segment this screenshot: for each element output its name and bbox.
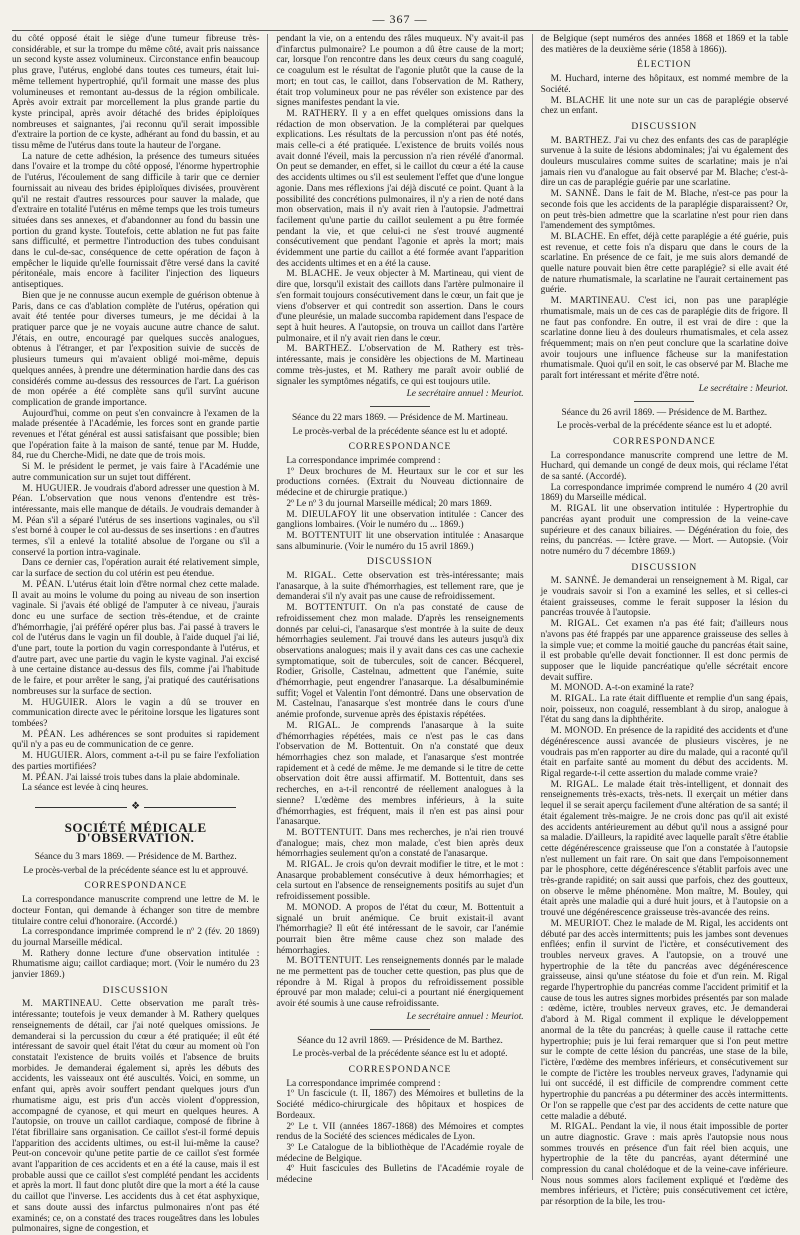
speaker-name: M. RIGAL. bbox=[286, 860, 333, 871]
speaker-name: M. MEURIOT. bbox=[550, 918, 611, 929]
speaker-name: M. MONOD. bbox=[286, 902, 342, 913]
speech-text: Je crois qu'on devrait modifier le titre, et le mot : Anasarque probablement consécutive à deux hémorrhagies; et cela surtout en l'absence de renseignements positifs au sujet d'un refroidissement possible. bbox=[276, 860, 524, 903]
speaker-name: M. MARTINEAU. bbox=[22, 999, 103, 1010]
speaker-name: M. RIGAL. bbox=[286, 720, 341, 731]
speaker-name: M. RIGAL. bbox=[550, 1122, 598, 1133]
paragraph: 1º Deux brochures de M. Heurtaux sur le cor et sur les productions cornées. (Extrait du Nouveau dictionnaire de médecine et de chirurgie pratique.) bbox=[276, 466, 524, 499]
secretary-signature: Le secrétaire : Meuriot. bbox=[698, 383, 788, 394]
paragraph: La correspondance imprimée comprend le nº 2 (fév. 20 1869) du journal Marseille médical. bbox=[12, 927, 260, 948]
paragraph bbox=[12, 999, 259, 1234]
section-subhead: DISCUSSION bbox=[631, 562, 698, 573]
speaker-name: M. PÉAN. bbox=[22, 729, 66, 740]
paragraph: M. Huchard, interne des hôpitaux, est nommé membre de la Société. bbox=[540, 74, 788, 95]
paragraph: de Belgique (sept numéros des années 1868 et 1869 et la table des matières de la deuxième série (1858 à 1866)). bbox=[540, 34, 788, 55]
speech-text: Dans le fait de M. Blache, n'est-ce pas pour la seconde fois que les accidents de la paraplégie disparaissent? Or, on peut très-bien admettre que la scarlatine n'est pour rien dans l'amendement des symptômes. bbox=[540, 189, 788, 232]
paragraph bbox=[276, 109, 523, 270]
speech-text: La rate était diffluente et remplie d'un sang épais, noir, poisseux, non coagulé, ressemblant à du sirop, analogue à l'état du sang dans la diphthérite. bbox=[540, 694, 788, 726]
speech-text: Dans mes recherches, je n'ai rien trouvé d'analogue; mais, chez mon malade, c'est bien après deux hémorrhagies seulement qu'on a constaté de l'anasarque. bbox=[276, 827, 524, 860]
meeting-heading: Séance du 26 avril 1869. — Présidence de M. Barthez. bbox=[561, 407, 768, 418]
paragraph bbox=[12, 484, 259, 559]
speech-text: lit une note sur un cas de paraplégie observé chez un enfant. bbox=[540, 95, 788, 117]
speech-text: lit une observation intitulée : Hypertrophie du pancréas ayant produit une compression de la veine-cave supérieure et des canaux biliaires. — Dégénération du foie, des reins, du pancréas. — Ictère grave. — Mort. — Autopsie. (Voir notre numéro du 7 décembre 1869.) bbox=[540, 504, 788, 557]
paragraph: La correspondance manuscrite comprend une lettre de M. le docteur Fontan, qui demande à échanger son titre de membre titulaire contre celui d'honoraire. (Accordé.) bbox=[12, 895, 260, 927]
paragraph: La correspondance imprimée comprend : bbox=[286, 1078, 441, 1089]
speech-text: Je comprends l'anasarque à la suite d'hémorrhagies répétées, mais ce n'est pas le cas dans l'observation de M. Bottentuit. On n'a constaté que deux hémorrhagies chez son malade, et l'anasarque s'est montrée rapidement et à cedé de même. Je me demande si le titre de cette observation doit être aussi affirmatif. M. Bottentuit, dans ses recherches, en a-t-il rencontré de réellement analogues à la sienne? L'œdème des membres inférieurs, à la suite d'hémorrhagies, est fréquent, mais il n'en est pas ainsi pour l'anasarque. bbox=[276, 720, 524, 828]
speech-text: A-t-on examiné la rate? bbox=[603, 683, 694, 694]
paragraph bbox=[541, 296, 788, 382]
paragraph bbox=[541, 136, 788, 190]
speaker-name: M. RIGAL. bbox=[550, 779, 599, 790]
speech-text: On n'a pas constaté de cause de refroidissement chez mon malade. D'après les renseignements donnés par celui-ci, l'anasarque s'est montrée à la suite de deux hémorrhagies seulement. J'ai trouvé dans les auteurs jusqu'à dix observations analogues; mais il y avait dans ces cas une cachexie symptomatique, soit de tubercules, soit de cancer. Bécquerel, Rodier, Grisolle, Castelnau, admettent que l'anémie, suite d'hémorrhagie, peut engendrer l'anasarque. La désalbuminémie suffit; Vogel et Valentin l'ont démontré. Dans une observation de M. Castelnau, l'anasarque s'est montrée dans le cours d'une anémie profonde, survenue après des épistaxis répétées. bbox=[276, 603, 524, 721]
speaker-name: M. BARTHEZ. bbox=[550, 135, 612, 146]
speech-text: Je voudrais d'abord adresser une question à M. Péan. L'observation que nous venons d'entendre est très-intéressante, mais elle manque de détails. Je voudrais demander à M. Péan s'il a séparé l'utérus de ses insertions vaginales, ou s'il s'est borné à couper le col au-dessus de ses insertions : en d'autres termes, s'il a enlevé la totalité absolue de l'organe ou s'il a conservé la portion intra-vaginale. bbox=[12, 483, 260, 558]
paragraph bbox=[541, 780, 788, 919]
ornament-line bbox=[35, 807, 127, 808]
speech-text: Alors le vagin a dû se trouver en communication directe avec le péritoine lorsque les ligatures sont tombées? bbox=[12, 697, 260, 729]
society-title: SOCIÉTÉ MÉDICALE D'OBSERVATION. bbox=[64, 819, 207, 846]
speaker-name: M. RIGAL. bbox=[550, 619, 600, 630]
paragraph: 4º Huit fascicules des Bulletins de l'Académie royale de médecine bbox=[276, 1164, 524, 1186]
ornament-glyph: ❖ bbox=[131, 800, 141, 812]
secretary-signature: Le secrétaire annuel : Meuriot. bbox=[406, 389, 524, 400]
three-column-layout bbox=[12, 34, 788, 1235]
speaker-name: M. MARTINEAU. bbox=[550, 296, 631, 307]
speaker-name: M. SANNÉ. bbox=[550, 576, 600, 587]
column-divider bbox=[532, 34, 533, 1180]
speaker-name: M. BLACHE bbox=[550, 95, 605, 106]
speaker-name: M. SANNÉ. bbox=[550, 189, 601, 200]
speaker-name: M. RIGAL bbox=[550, 504, 597, 515]
paragraph bbox=[276, 571, 523, 603]
speech-text: En effet, déjà cette paraplégie a été guérie, puis est revenue, et cette fois n'a disparu que dans le cours de la scarlatine. En présence de ce fait, je me suis alors demandé de quelle nature pouvait bien être cette paraplégie? si elle avait été de nature rhumatismale, la scarlatine ne l'aurait certainement pas guérie. bbox=[540, 231, 788, 296]
section-ornament bbox=[12, 802, 259, 813]
speech-text: Pendant la vie, il nous était impossible de porter un autre diagnostic. Grave : mais après l'autopsie nous nous sommes trouvés en présence d'un fait réel bien acquis, une hypertrophie de la tête du pancréas, ayant déterminé une compression du canal cholédoque et de la veine-cave inférieure. Nous nous sommes alors facilement expliqué et l'œdème des membres inférieurs, et l'ictère; puis consécutivement cet ictère, par résorption de la bile, les trou- bbox=[540, 1122, 788, 1208]
section-subhead: DISCUSSION bbox=[102, 985, 169, 996]
section-rule bbox=[634, 401, 694, 402]
paragraph bbox=[276, 956, 523, 1010]
column-divider bbox=[267, 34, 268, 1180]
speaker-name: M. BOTTENTUIT. bbox=[286, 603, 368, 614]
meeting-heading: Séance du 12 avril 1869. — Présidence de M. Barthez. bbox=[297, 1035, 503, 1046]
speaker-name: M. BOTTENTUIT bbox=[286, 530, 362, 541]
speaker-name: M. HUGUIER. bbox=[22, 751, 83, 762]
speech-text: En présence de la rapidité des accidents et d'une dégénérescence aussi avancée de plusieurs viscères, je ne voudrais pas m'en rapporter au dire du malade, qui a raconté qu'il était en parfaite santé au moment du début des accidents. M. Rigal regarde-t-il cette assertion du malade comme vraie? bbox=[540, 726, 788, 779]
speaker-name: M. PÉAN. bbox=[22, 579, 64, 590]
paragraph bbox=[276, 344, 523, 387]
speech-text: J'ai laissé trois tubes dans la plaie abdominale. bbox=[63, 772, 240, 783]
paragraph bbox=[541, 96, 788, 117]
paragraph bbox=[541, 683, 788, 694]
minutes-note: Le procès-verbal de la précédente séance est lu et adopté. bbox=[292, 426, 508, 437]
paragraph: Si M. le président le permet, je vais faire à l'Académie une autre communication sur un sujet tout différent. bbox=[12, 462, 260, 483]
section-subhead: CORRESPONDANCE bbox=[84, 881, 187, 892]
paragraph bbox=[541, 504, 788, 558]
header-rule bbox=[12, 30, 788, 31]
speech-text: Je veux objecter à M. Martineau, qui vient de dire que, lorsqu'il existait des caillots dans l'artère pulmonaire il s'en formait toujours consécutivement dans le cœur, un fait que je viens d'observer et qui contredit son assertion. Dans le cours d'une pleurésie, un malade succomba rapidement dans l'espace de sept à huit heures. A l'autopsie, on trouva un caillot dans l'artère pulmonaire, et il n'y avait rien dans le cœur. bbox=[276, 269, 524, 344]
paragraph bbox=[541, 1122, 788, 1208]
speech-text: Cette observation me paraît très-intéressante; toutefois je veux demander à M. Rathery quelques renseignements de détail, car j'ai noté quelques omissions. Je demanderai si la percussion du cœur a été pratiquée; il eût été intéressant de savoir quel était l'état du cœur au moment où l'on constatait l'existence de bruits voilés et l'absence de bruits morbides. Je demanderai également si, après les débuts des accidents, les vaisseaux ont été auscultés. Voici, en somme, un enfant qui, après avoir souffert pendant quelques jours d'un rhumatisme aigu, est pris d'un accès violent d'oppression, accompagné de cyanose, et qui meurt en quelques heures. A l'autopsie, on trouve un caillot cardiaque, composé de fibrine à l'état fibrillaire sans organisation. Ce caillot s'est-il formé depuis l'apparition des accidents ultimes, ou est-il lui-même la cause? Peut-on concevoir qu'une petite partie de ce caillot s'est formée avant l'apparition de ces accidents et en a été la cause, mais il est probable aussi que ce caillot s'est complété pendant les accidents et après la mort. Il faut donc plutôt dire que la mort a été la cause du caillot que l'inverse. Les accidents dus à cet état asphyxique, et sans doute aussi des infarctus pulmonaires n'ont pas été examinés; ce, on a constaté des traces rougeâtres dans les lobules pulmonaires, signe de congestion, et bbox=[12, 999, 260, 1235]
section-subhead: DISCUSSION bbox=[631, 121, 698, 132]
page-number: — 367 — bbox=[372, 12, 428, 26]
section-rule bbox=[370, 406, 430, 407]
meeting-heading: Séance du 3 mars 1869. — Présidence de M. Barthez. bbox=[34, 852, 237, 863]
paragraph bbox=[12, 730, 259, 751]
speech-text: lit une observation intitulée : Anasarque sans albuminurie. (Voir le numéro du 15 avril 1869.) bbox=[276, 530, 524, 552]
speaker-name: M. MONOD. bbox=[550, 726, 604, 737]
paragraph bbox=[541, 694, 788, 726]
speaker-name: M. MONOD. bbox=[550, 683, 604, 694]
paragraph bbox=[276, 510, 523, 531]
paragraph: La nature de cette adhésion, la présence des tumeurs situées dans l'ovaire et la trompe du côté opposé, l'énorme hypertrophie de l'utérus, l'écoulement de sang difficile à tarir que ce dernier fournissait au niveau des brides épiploïques divisées, prouvèrent qu'il ne restait d'autres ressources pour sauver la malade, que d'extraire en totalité l'utérus en même temps que les trois tumeurs situées dans ses annexes, et d'abandonner au fond du bassin une portion du grand kyste. Toutefois, cette ablation ne fut pas faite sans difficulté, et permettre l'introduction des tubes conduisant dans le cul-de-sac, conséquence de cette opération de façon à empêcher le liquide qu'elle fournissait d'être versé dans la cavité péritonéale, mais encore à faciliter l'injection des liqueurs antiseptiques. bbox=[12, 151, 260, 291]
column-1 bbox=[12, 34, 260, 1235]
speaker-name: M. RIGAL. bbox=[286, 571, 337, 582]
speech-text: Le malade était très-intelligent, et donnait des renseignements très-exacts, très-nets. Il exerçait un métier dans lequel il se serait aperçu facilement d'une altération de sa santé; il était également très-maigre. Je ne crois donc pas qu'il ait existé des accidents antérieurement au début qu'il nous a assigné pour sa maladie. D'ailleurs, la rapidité avec laquelle paraît s'être établie cette dégénérescence graisseuse que l'on a constatée à l'autopsie n'est nullement un fait rare. On sait que dans l'empoisonnement par le phosphore, cette dégénérescence s'établit parfois avec une très-grande rapidité; on sait aussi que parfois, chez des goutteux, on observe le même phénomène. Mon maître, M. Bouley, qui était après une maladie qui a duré huit jours, et à l'autopsie on a trouvé une dégénérescence graisseuse très-avancée des reins. bbox=[540, 779, 788, 919]
speech-text: L'observation de M. Rathery est très-intéressante, mais je considère les objections de M. Martineau comme très-justes, et M. Rathery me paraît avoir oublié de signaler les symptômes négatifs, ce qui est toujours utile. bbox=[276, 344, 524, 387]
speaker-name: M. RIGAL. bbox=[550, 694, 597, 705]
speaker-name: M. BOTTENTUIT. bbox=[286, 956, 363, 967]
paragraph bbox=[541, 919, 788, 1122]
speaker-name: M. HUGUIER. bbox=[22, 483, 82, 494]
speech-text: J'ai vu chez des enfants des cas de paraplégie survenue à la suite de lésions abdominales; j'ai vu également des douleurs musculaires comme suites de scarlatine; mais je n'ai jamais rien vu d'analogue au fait observé par M. Blache; c'est-à-dire un cas de paraplégie guérie par une scarlatine. bbox=[540, 135, 788, 189]
minutes-note: Le procès-verbal de la précédente séance est lu et adopté. bbox=[292, 1049, 508, 1060]
paragraph bbox=[276, 860, 523, 903]
paragraph bbox=[541, 619, 788, 683]
paragraph bbox=[276, 603, 523, 721]
paragraph: pendant la vie, on a entendu des râles muqueux. N'y avait-il pas d'infarctus pulmonaire? Le poumon a dû être cause de la mort; car, lorsque l'on rencontre dans les deux cœurs du sang coagulé, ce coagulum est le résultat de l'agonie plutôt que la cause de la mort; en tout cas, le caillot, dans l'observation de M. Rathery, était trop volumineux pour ne pas révéler son existence par des signes manifestes pendant la vie. bbox=[276, 34, 524, 109]
minutes-note: Le procès-verbal de la précédente séance est lu et approuvé. bbox=[23, 865, 249, 876]
paragraph bbox=[276, 269, 523, 344]
speaker-name: M. BOTTENTUIT. bbox=[286, 827, 364, 838]
paragraph bbox=[541, 189, 788, 232]
paragraph: Aujourd'hui, comme on peut s'en convaincre à l'examen de la malade présentée à l'Académie, les forces sont en grande partie revenues et l'état général est aussi satisfaisant que possible; bien que l'opération faite à la maison de santé, tenue par M. Hudde, 84, rue du Cherche-Midi, ne date que de trois mois. bbox=[12, 408, 260, 462]
paragraph bbox=[541, 576, 788, 619]
paragraph bbox=[12, 698, 259, 730]
paragraph: 1º Un fascicule (t. II, 1867) des Mémoires et bulletins de la Société médico-chirurgicale des hôpitaux et hospices de Bordeaux. bbox=[276, 1089, 524, 1121]
speech-text: Alors, comment a-t-il pu se faire l'exfoliation des parties mortifiées? bbox=[12, 751, 260, 772]
paragraph bbox=[541, 232, 788, 296]
speaker-name: M. PÉAN. bbox=[22, 772, 64, 783]
section-subhead: DISCUSSION bbox=[367, 557, 433, 568]
paragraph: La correspondance imprimée comprend le numéro 4 (20 avril 1869) du Marseille médical. bbox=[540, 482, 788, 504]
paragraph: du côté opposé était le siège d'une tumeur fibreuse très-considérable, et sur la trompe du même côté, avait pris naissance un second kyste assez volumineux. Circonstance enfin beaucoup plus grave, l'utérus, englobé dans toutes ces tumeurs, était lui-même tellement hypertrophié, qu'il formait une masse des plus volumineuses et remontant au-dessus de la région ombilicale. Après avoir extrait par morcellement la plus grande partie du kyste principal, après avoir détaché des brides épiploïques nombreuses et saignantes, j'ai reconnu qu'il serait impossible d'extraire la portion de ce kyste, adhérant au fond du bassin, et au tissu même de l'utérus dans toute la hauteur de l'organe. bbox=[12, 34, 260, 152]
speech-text: Les renseignements donnés par le malade ne me permettent pas de toucher cette question, pas plus que de répondre à M. Rigal à propos du refroidissement possible éprouvé par mon malade; celui-ci a pourtant nié énergiquement avoir été soumis à une cause refroidissante. bbox=[276, 956, 524, 1010]
section-subhead: CORRESPONDANCE bbox=[348, 442, 452, 453]
speaker-name: M. BARTHEZ. bbox=[286, 344, 352, 355]
speech-text: Je demanderai un renseignement à M. Rigal, car je voudrais savoir si l'on a examiné les selles, et si celles-ci étaient graisseuses, comme le ferait supposer la lésion du pancréas trouvée à l'autopsie. bbox=[540, 576, 788, 619]
speaker-name: M. HUGUIER. bbox=[22, 697, 88, 708]
speaker-name: M. BLACHE. bbox=[286, 269, 343, 280]
paragraph bbox=[541, 726, 788, 780]
speaker-name: M. RATHERY. bbox=[286, 108, 348, 119]
speech-text: lit une observation intitulée : Cancer des ganglions lombaires. (Voir le numéro du ... 1869.) bbox=[276, 509, 524, 531]
paragraph: 2º Le nº 3 du journal Marseille médical; 20 mars 1869. bbox=[286, 498, 492, 509]
speech-text: C'est ici, non pas une paraplégie rhumatismale, mais un de ces cas de paraplégie dits de frigore. Il ne faut pas confondre. En outre, il est vrai de dire : que la scarlatine donne lieu à des douleurs rhumatismales, et cela assez fréquemment; mais on n'en peut conclure que la scarlatine doive avoir toujours une influence fâcheuse sur la manifestation rhumatismale. Quoi qu'il en soit, le cas observé par M. Blache me paraît fort intéressant et mérite d'être noté. bbox=[540, 296, 788, 382]
speaker-name: M. DIEULAFOY bbox=[286, 509, 358, 520]
paragraph: La correspondance imprimée comprend : bbox=[286, 456, 441, 467]
secretary-signature: Le secrétaire annuel : Meuriot. bbox=[406, 1011, 524, 1022]
speech-text: Cet examen n'a pas été fait; d'ailleurs nous n'avons pas été frappés par une apparence graisseuse des selles à la simple vue; et comme la moitié gauche du pancréas était saine, il est probable qu'elle devait fonctionner. Il est donc permis de supposer que le liquide pancréatique qu'elle sécrétait encore devait suffire. bbox=[540, 619, 788, 683]
section-rule bbox=[370, 1029, 430, 1030]
speech-text: A propos de l'état du cœur, M. Bottentuit a signalé un bruit anémique. Ce bruit existait-il avant l'hémorrhagie? Il eût été intéressant de le savoir, car l'anémie pourrait bien être même cause chez son malade des hémorrhagies. bbox=[276, 902, 524, 956]
column-3 bbox=[540, 34, 788, 1208]
speech-text: Cette observation est très-intéressante; mais l'anasarque, à la suite d'hémorrhagies, est tellement rare, que je demanderai s'il n'y avait pas une cause de refroidissement. bbox=[276, 571, 524, 603]
speech-text: Il y a en effet quelques omissions dans la rédaction de mon observation. Je la compléterai par quelques explications. Les résultats de la percussion n'ont pas été notés, mais celle-ci a été pratiquée. L'existence de bruits voilés nous avait donné l'éveil, mais la percussion n'a rien révélé d'anormal. On peut se demander, en effet, si le caillot du cœur a été la cause des accidents ultimes ou s'il est seulement l'effet que d'une longue agonie. Dans mes réflexions j'ai déjà discuté ce point. Quant à la possibilité des concrétions pulmonaires, il n'y a rien de noté dans mon observation, mais il n'y avait rien à l'autopsie. J'admettrai facilement qu'une partie du caillot seulement a pu être formée pendant la vie, et que celui-ci ne s'est trouvé augmenté consécutivement que pendant l'agonie et après la mort; mais évidemment une partie du caillot a été formée avant l'apparition des accidents ultimes et en a été la cause. bbox=[276, 108, 524, 269]
minutes-note: Le procès-verbal de la précédente séance est lu et adopté. bbox=[556, 421, 772, 432]
paragraph bbox=[12, 580, 259, 698]
paragraph: Bien que je ne connusse aucun exemple de guérison obtenue à Paris, dans ce cas d'ablation complète de l'utérus, opération qui avait été tentée pour diverses tumeurs, je me décidai à la pratiquer parce que je ne voyais aucune autre chance de salut. J'étais, en outre, encouragé par quelques succès analogues, obtenus à l'étranger, et par l'exposition suivie de succès de plusieurs tumeurs qui m'avaient obligé moi-même, depuis quelques années, à prendre une détermination hardie dans des cas considérés comme au-dessus des ressources de l'art. La guérison de mon opérée a été complète sans qu'il survînt aucune complication de grande importance. bbox=[12, 290, 260, 408]
section-subhead: ÉLECTION bbox=[637, 60, 692, 71]
paragraph bbox=[276, 721, 523, 828]
speech-text: Chez le malade de M. Rigal, les accidents ont débuté par des accès intermittents; puis les jambes sont devenues enflées; enfin il survint de l'ictère, et consécutivement des troubles nerveux graves. A l'autopsie, on a trouvé une hypertrophie de la tête du pancréas avec dégénérescence graisseuse, ainsi qu'une stéatose du foie et d'un rein. M. Rigal regarde l'hypertrophie du pancréas comme l'accident primitif et la cause de tous les autres signes morbides présentés par son malade : œdème, ictère, troubles nerveux graves, etc. Je demanderai d'abord à M. Rigal comment il explique le développement anormal de la tête du pancréas; à quelle cause il rattache cette hypertrophie; puis je lui ferai remarquer que si l'on peut mettre sur le compte de cette lésion du pancréas, une stase de la bile, l'ictère, l'œdème des membres inférieurs, et consécutivement sur le compte de l'ictère les troubles nerveux graves, l'adynamie qui lui ont succédé, il est difficile de comprendre comment cette hypertrophie du pancréas a pu déterminer des accès intermittents. Or l'on se rappelle que c'est par des accidents de cette nature que cette maladie a débuté. bbox=[540, 918, 788, 1122]
paragraph: M. Rathery donne lecture d'une observation intitulée : Rhumatisme aigu; caillot cardiaque; mort. (Voir le numéro du 23 janvier 1869.) bbox=[12, 948, 260, 981]
paragraph: 2º Le t. VII (années 1867-1868) des Mémoires et comptes rendus de la Société des sciences médicales de Lyon. bbox=[276, 1121, 524, 1143]
paragraph bbox=[12, 773, 259, 784]
meeting-heading: Séance du 22 mars 1869. — Présidence de M. Martineau. bbox=[291, 412, 509, 423]
column-2 bbox=[276, 34, 524, 1186]
paragraph bbox=[276, 531, 523, 552]
speech-text: L'utérus était loin d'être normal chez cette malade. Il avait au moins le volume du poing au niveau de son insertion vaginale. Si j'avais été obligé de l'amputer à ce niveau, j'aurais donc eu une surface de section très-étendue, et de crainte d'hémorrhagie, j'ai préféré opérer plus bas. J'ai passé à travers le col de l'utérus dans le vagin un fil double, à l'aide duquel j'ai lié, d'une part, toute la portion du vagin correspondante à l'utérus, et d'autre part, avec une partie du vagin le kyste vaginal. J'ai excisé à une certaine distance au-dessus des fils, comme j'ai l'habitude de le faire, et pour arrêter le sang, j'ai pratiqué des cautérisations nombreuses sur la surface de section. bbox=[12, 579, 260, 697]
section-subhead: CORRESPONDANCE bbox=[612, 436, 716, 447]
paragraph: La correspondance manuscrite comprend une lettre de M. Huchard, qui demande un congé de deux mois, qui réclame l'état de sa santé. (Accordé). bbox=[540, 450, 788, 483]
paragraph: 3º Le Catalogue de la bibliothèque de l'Académie royale de médecine de Belgique. bbox=[276, 1142, 524, 1164]
speaker-name: M. BLACHE. bbox=[550, 231, 606, 242]
paragraph: La séance est levée à cinq heures. bbox=[22, 783, 149, 794]
paragraph bbox=[12, 751, 259, 772]
paragraph bbox=[276, 828, 523, 860]
paragraph: Dans ce dernier cas, l'opération aurait été relativement simple, car la surface de section du col utérin est peu étendue. bbox=[12, 558, 260, 580]
ornament-line bbox=[144, 807, 236, 808]
speech-text: Les adhérences se sont produites si rapidement qu'il n'y a pas eu de communication de ce genre. bbox=[12, 729, 260, 751]
paragraph bbox=[276, 903, 523, 957]
section-subhead: CORRESPONDANCE bbox=[348, 1064, 452, 1075]
